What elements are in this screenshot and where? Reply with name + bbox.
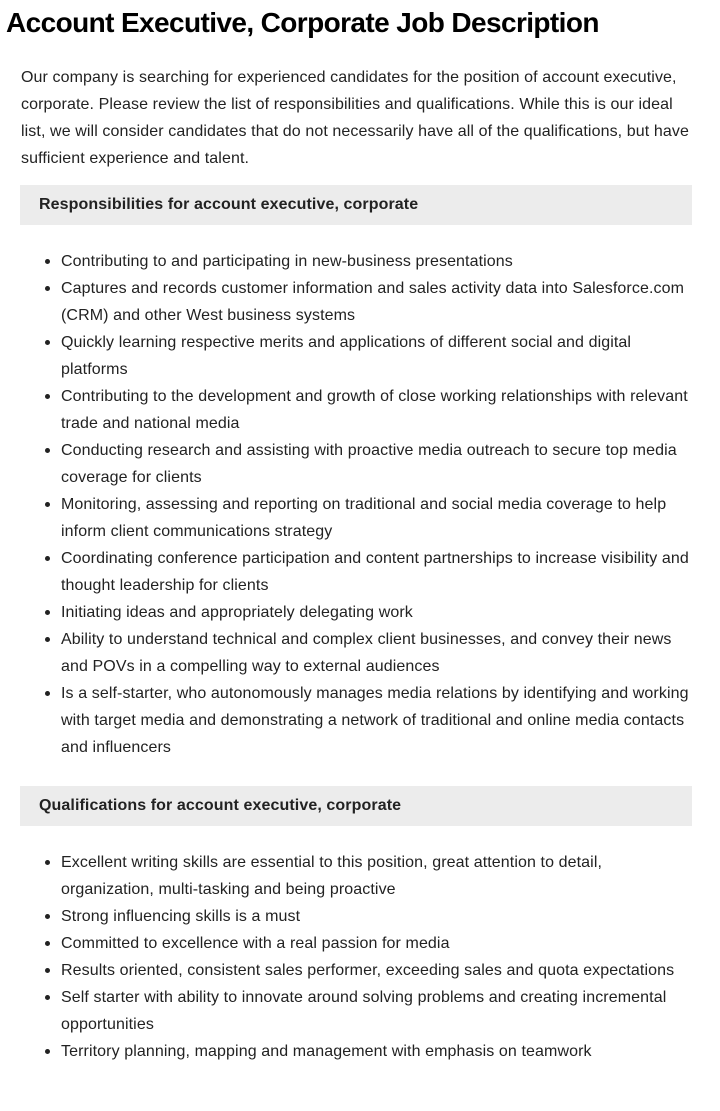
- list-item: Territory planning, mapping and management with emphasis on teamwork: [21, 1038, 692, 1065]
- qualifications-heading-text: Qualifications for account executive, corporate: [39, 797, 402, 814]
- list-item: Strong influencing skills is a must: [21, 903, 692, 930]
- list-item: Captures and records customer information and sales activity data into Salesforce.com (CRM) and other West business systems: [21, 275, 692, 329]
- list-item: Coordinating conference participation and content partnerships to increase visibility and thought leadership for clients: [21, 545, 692, 599]
- page-title: Account Executive, Corporate Job Description: [6, 7, 599, 38]
- list-item: Ability to understand technical and complex client businesses, and convey their news and POVs in a compelling way to external audiences: [21, 626, 692, 680]
- list-item: Initiating ideas and appropriately delegating work: [21, 599, 692, 626]
- responsibilities-heading-text: Responsibilities for account executive, corporate: [39, 196, 419, 213]
- list-item: Contributing to and participating in new-business presentations: [21, 248, 692, 275]
- intro-paragraph: Our company is searching for experienced candidates for the position of account executive, corporate. Please review the list of responsibilities and qualifications. While this is our ideal list, we will consider candidates that do not necessarily have all of the qualifications, but have sufficient experience and talent.: [21, 69, 689, 167]
- list-item: Monitoring, assessing and reporting on traditional and social media coverage to help inform client communications strategy: [21, 491, 692, 545]
- qualifications-list: [21, 849, 692, 1065]
- list-item: Conducting research and assisting with proactive media outreach to secure top media coverage for clients: [21, 437, 692, 491]
- section-qualifications: [21, 786, 692, 1065]
- responsibilities-list: [21, 248, 692, 761]
- list-item: Results oriented, consistent sales performer, exceeding sales and quota expectations: [21, 957, 692, 984]
- list-item: Is a self-starter, who autonomously manages media relations by identifying and working with target media and demonstrating a network of traditional and online media contacts and influencers: [21, 680, 692, 761]
- qualifications-heading-bar: [20, 786, 692, 826]
- list-item: Excellent writing skills are essential to this position, great attention to detail, organization, multi-tasking and being proactive: [21, 849, 692, 903]
- list-item: Self starter with ability to innovate around solving problems and creating incremental opportunities: [21, 984, 692, 1038]
- section-responsibilities: [21, 185, 692, 761]
- responsibilities-heading-bar: [20, 185, 692, 225]
- list-item: Quickly learning respective merits and applications of different social and digital platforms: [21, 329, 692, 383]
- list-item: Committed to excellence with a real passion for media: [21, 930, 692, 957]
- list-item: Contributing to the development and growth of close working relationships with relevant trade and national media: [21, 383, 692, 437]
